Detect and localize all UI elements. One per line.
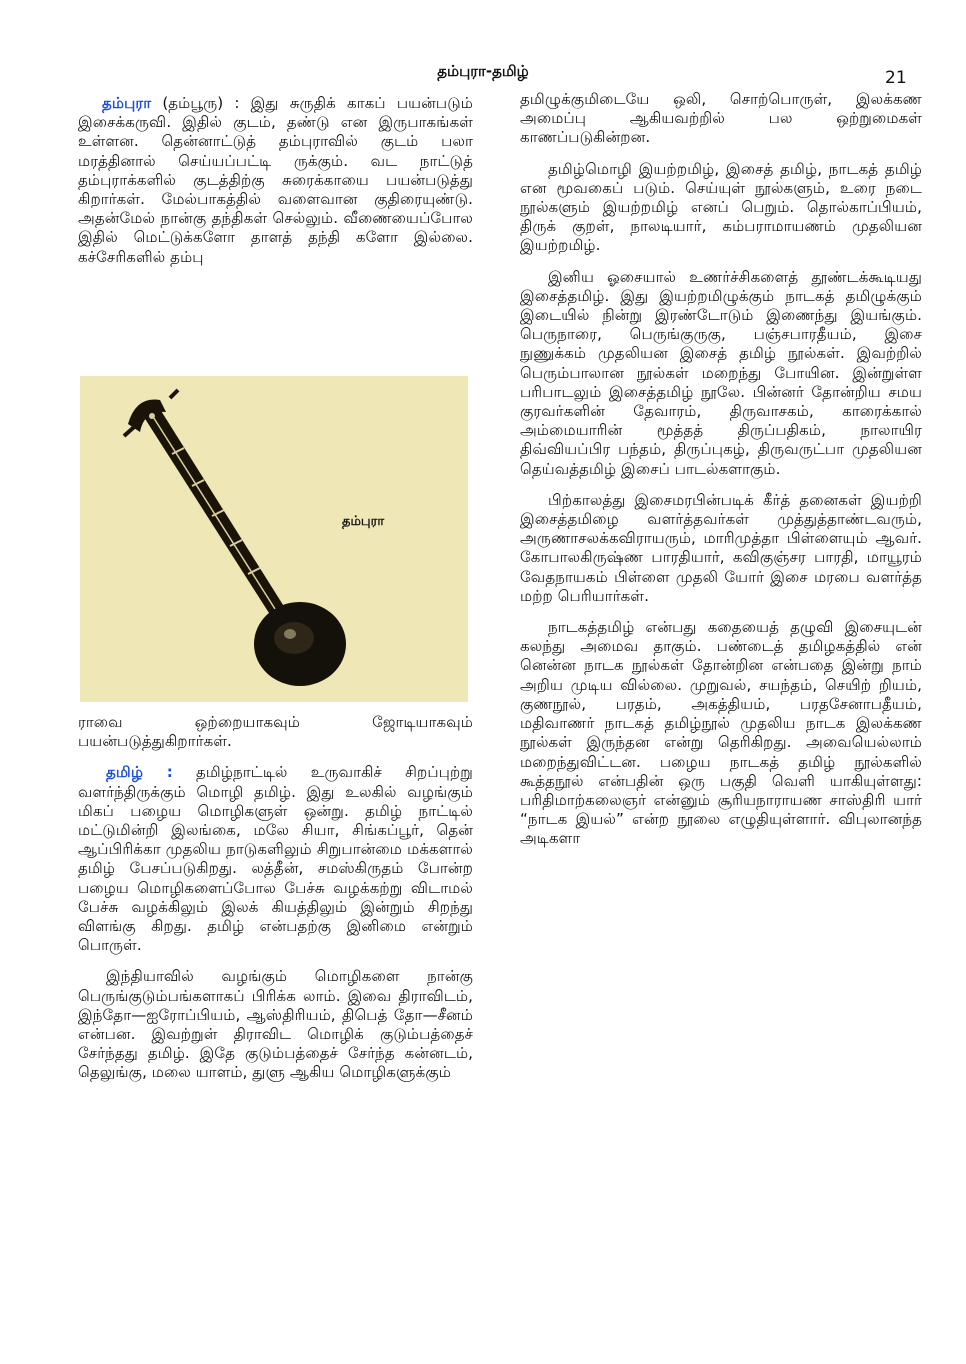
entry-term: தமிழ் : [106, 763, 173, 782]
left-column-bottom [78, 713, 473, 1095]
tambura-illustration [80, 376, 468, 702]
right-column [520, 90, 922, 861]
paragraph-drama-tamil: நாடகத்தமிழ் என்பது கதையைத் தழுவி இசையுடன் கலந்து அமைவ தாகும். பண்டைத் தமிழகத்தில் என் னென்ன நாடக நூல்கள் தோன்றின என்பதை இன்று நாம் அறிய முடிய வில்லை. முறுவல், சயந்தம், செயிற் றியம், குணநூல், பரதம், அகத்தியம், பரதசேனாபதீயம், மதிவாணர் நாடகத் தமிழ்நூல் முதலிய நாடக இலக்கண நூல்கள் இருந்தன என்று தெரிகிறது. அவையெல்லாம் மறைந்துவிட்டன. பழைய நாடகத் தமிழ் நூல்களில் கூத்தநூல் என்பதின் ஒரு பகுதி வெளி யாகியுள்ளது: பரிதிமாற்கலைஞர் என்னும் சூரியநாராயண சாஸ்திரி யார் “நாடக இயல்” என்ற நூலை எழுதியுள்ளார். விபுலானந்த அடிகளா [520, 618, 922, 848]
paragraph-kirtanai: பிற்காலத்து இசைமரபின்படிக் கீர்த் தனைகள் இயற்றி இசைத்தமிழை வளர்த்தவர்கள் முத்துத்தாண்டவரும், அருணாசலக்கவிராயரும், மாரிமுத்தா பிள்ளையும் ஆவர். கோபாலகிருஷ்ண பாரதியார், கவிகுஞ்சர பாரதி, மாயூரம் வேதநாயகம் பிள்ளை முதலி யோர் இசை மரபை வளர்த்த மற்ற பெரியார்கள். [520, 490, 922, 605]
page-number: 21 [885, 68, 907, 88]
figure-caption: தம்புரா [342, 514, 385, 529]
entry-text: (தம்பூரு) : இது சுருதிக் காகப் பயன்படும் இசைக்கருவி. இதில் குடம், தண்டு என இருபாகங்கள் உள்ளன. தென்னாட்டுத் தம்புராவில் குடம் பலா மரத்தினால் செய்யப்பட்டி ருக்கும். வட நாட்டுத் தம்புராக்களில் குடத்திற்கு சுரைக்காயை பயன்படுத்து கிறார்கள். மேல்பாகத்தில் வளைவான குதிரையுண்டு. அதன்மேல் நான்கு தந்திகள் செல்லும். வீணையைப்போல இதில் மெட்டுக்களோ தாளத் தந்தி களோ இல்லை. கச்சேரிகளில் தம்பு [78, 94, 473, 266]
paragraph-music-tamil: இனிய ஓசையால் உணர்ச்சிகளைத் தூண்டக்கூடியது இசைத்தமிழ். இது இயற்றமிழுக்கும் நாடகத் தமிழுக்கும் இடையில் நின்று இரண்டோடும் இணைந்து இயங்கும். பெருநாரை, பெருங்குருகு, பஞ்சபாரதீயம், இசை நுணுக்கம் முதலியன இசைத் தமிழ் நூல்கள். இவற்றில் பெரும்பாலான நூல்கள் மறைந்து போயின. இன்றுள்ள பரிபாடலும் இசைத்தமிழ் நூலே. பின்னர் தோன்றிய சமய குரவர்களின் தேவாரம், திருவாசகம், காரைக்கால் அம்மையாரின் மூத்தத் திருப்பதிகம், நாலாயிர திவ்வியப்பிர பந்தம், திருப்புகழ், திருவருட்பா முதலியன தெய்வத்தமிழ் இசைப் பாடல்களாகும். [520, 267, 922, 478]
entry-tamil [78, 763, 473, 955]
paragraph-language-families: இந்தியாவில் வழங்கும் மொழிகளை நான்கு பெருங்குடும்பங்களாகப் பிரிக்க லாம். இவை திராவிடம், இந்தோ—ஐரோப்பியம், ஆஸ்திரியம், திபெத் தோ—சீனம் என்பன. இவற்றுள் திராவிட மொழிக் குடும்பத்தைச் சேர்ந்தது தமிழ். இதே குடும்பத்தைச் சேர்ந்த கன்னடம், தெலுங்கு, மலை யாளம், துளு ஆகிய மொழிகளுக்கும் [78, 967, 473, 1082]
entry-text: தமிழ்நாட்டில் உருவாகிச் சிறப்புற்று வளர்ந்திருக்கும் மொழி தமிழ். இது உலகில் வழங்கும் மிகப் பழைய மொழிகளுள் ஒன்று. தமிழ் நாட்டில் மட்டுமின்றி இலங்கை, மலே சியா, சிங்கப்பூர், தென் ஆப்பிரிக்கா முதலிய நாடுகளிலும் சிறுபான்மை மக்களால் தமிழ் பேசப்படுகிறது. லத்தீன், சமஸ்கிருதம் போன்ற பழைய மொழிகளைப்போல பேச்சு வழக்கற்று விடாமல் பேச்சு வழக்கிலும் இலக் கியத்திலும் இன்றும் சிறந்து விளங்கு கிறது. தமிழ் என்பதற்கு இனிமை என்றும் பொருள். [78, 763, 473, 955]
paragraph-tambura-continued: ராவை ஒற்றையாகவும் ஜோடியாகவும் பயன்படுத்துகிறார்கள். [78, 713, 473, 751]
tambura-figure [80, 376, 468, 702]
entry-tambura [78, 94, 473, 267]
page-header: தம்புரா-தமிழ் [437, 62, 529, 80]
entry-term: தம்புரா [102, 94, 152, 112]
paragraph-similarities: தமிழுக்குமிடையே ஒலி, சொற்பொருள், இலக்கண அமைப்பு ஆகியவற்றில் பல ஒற்றுமைகள் காணப்படுகின்றன. [520, 90, 922, 147]
paragraph-three-divisions: தமிழ்மொழி இயற்றமிழ், இசைத் தமிழ், நாடகத் தமிழ் என மூவகைப் படும். செய்யுள் நூல்களும், உரை நடை நூல்களும் இயற்றமிழ் எனப் பெறும். தொல்காப்பியம், திருக் குறள், நாலடியார், கம்பராமாயணம் முதலியன இயற்றமிழ். [520, 159, 922, 255]
left-column-top [78, 94, 473, 279]
